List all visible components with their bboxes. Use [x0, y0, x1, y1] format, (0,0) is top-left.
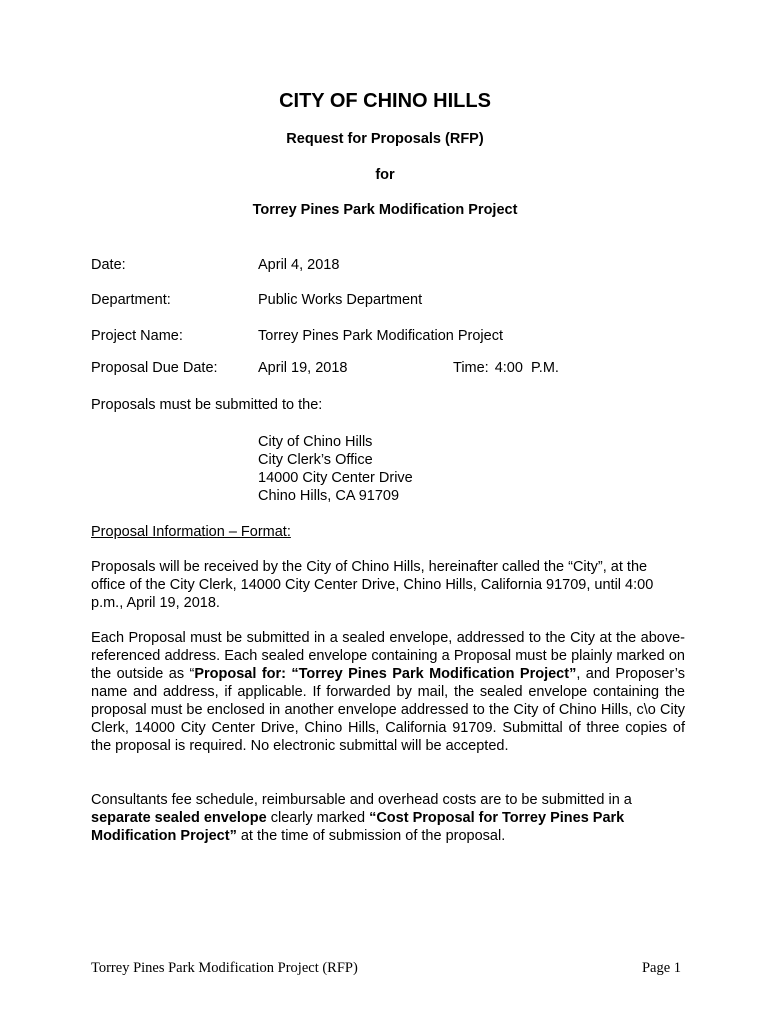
project-name-label: Project Name:	[91, 328, 183, 344]
page-number: Page 1	[641, 960, 681, 976]
project-title: Torrey Pines Park Modification Project	[252, 202, 518, 218]
address-block	[258, 433, 413, 505]
due-time-label: Time:	[453, 360, 489, 376]
fees-text-b: clearly marked	[266, 810, 370, 826]
rfp-title: Request for Proposals (RFP)	[286, 131, 484, 147]
due-time	[453, 359, 559, 377]
department-value: Public Works Department	[258, 292, 423, 308]
date-value: April 4, 2018	[258, 257, 340, 273]
address-line: City of Chino Hills	[258, 434, 373, 450]
city-title: CITY OF CHINO HILLS	[279, 90, 491, 112]
address-line: 14000 City Center Drive	[258, 470, 413, 486]
due-date-value: April 19, 2018	[258, 360, 348, 376]
address-line: Chino Hills, CA 91709	[258, 488, 400, 504]
format-heading: Proposal Information – Format:	[91, 524, 291, 540]
project-name-value: Torrey Pines Park Modification Project	[258, 328, 503, 344]
fees-bold-marking: “Cost Proposal for Torrey Pines Park Modification Project”	[91, 810, 625, 844]
envelope-text-a: Each Proposal must be submitted in a sealed envelope, addressed to the City at the above-referenced address. Each sealed envelope containing a Proposal must be plainly marked on the outside as “	[91, 630, 685, 682]
fees-bold-envelope: separate sealed envelope	[91, 810, 267, 826]
date-label: Date:	[91, 257, 126, 273]
footer-title: Torrey Pines Park Modification Project (RFP)	[91, 960, 358, 976]
for-line: for	[375, 167, 395, 183]
address-line: City Clerk’s Office	[258, 452, 373, 468]
submission-intro: Proposals must be submitted to the:	[91, 397, 323, 413]
due-time-value: 4:00 P.M.	[494, 360, 559, 376]
paragraph-received: Proposals will be received by the City of Chino Hills, hereinafter called the “City”, at the office of the City Clerk, 14000 City Center Drive, Chino Hills, California 91709, until 4:00 p.m., April 19, 2018.	[91, 559, 654, 611]
envelope-text-b: , and Proposer’s name and address, if applicable. If forwarded by mail, the sealed envelope containing the proposal must be enclosed in another envelope addressed to the City of Chino Hills, c\o City Clerk, 14000 City Center Drive, Chino Hills, California 91709. Submittal of three copies of the proposal is required. No electronic submittal will be accepted.	[91, 666, 685, 754]
due-date-label: Proposal Due Date:	[91, 360, 218, 376]
paragraph-envelope	[91, 629, 685, 755]
paragraph-fees	[91, 791, 685, 845]
fees-text-a: Consultants fee schedule, reimbursable and overhead costs are to be submitted in a	[91, 792, 632, 808]
department-label: Department:	[91, 292, 171, 308]
envelope-marking: Proposal for: “Torrey Pines Park Modification Project”	[194, 666, 577, 682]
fees-text-c: at the time of submission of the proposal.	[236, 828, 506, 844]
